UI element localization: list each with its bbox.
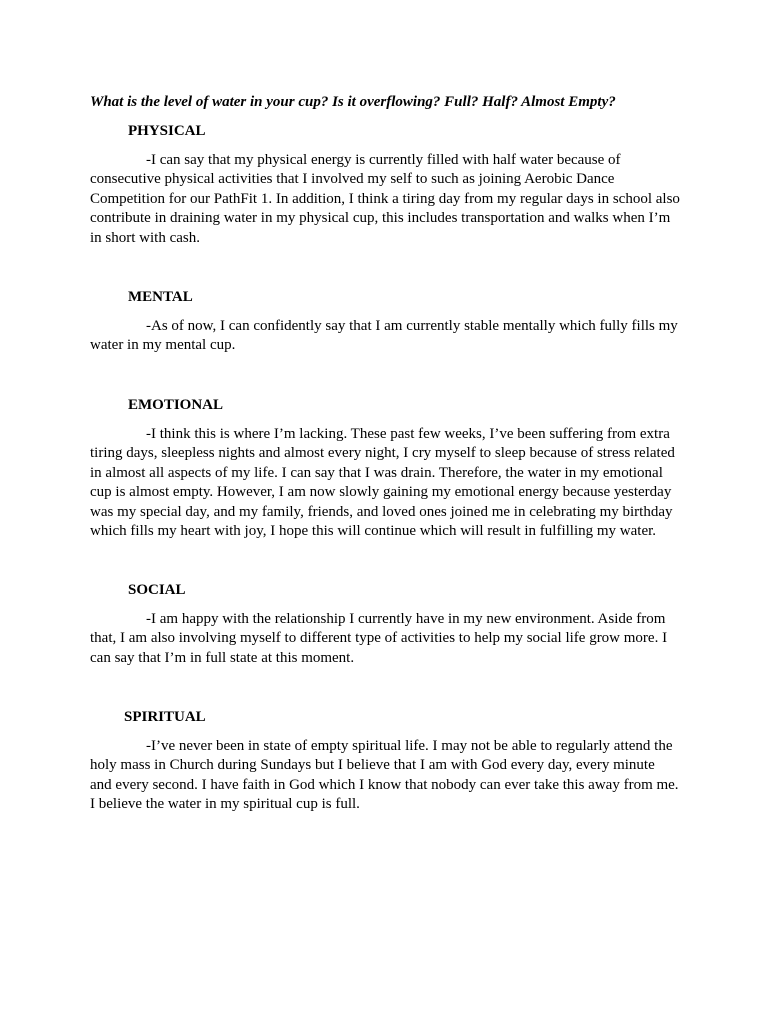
section-heading-mental: MENTAL [128, 289, 193, 305]
section-heading-spiritual: SPIRITUAL [124, 709, 206, 725]
section-heading-physical: PHYSICAL [128, 123, 206, 139]
section-heading-emotional: EMOTIONAL [128, 397, 224, 413]
section-paragraph-emotional: -I think this is where I’m lacking. These past few weeks, I’ve been suffering from extra tiring days, sleepless nights and almost every night, I cry myself to sleep because of stress related in almost all aspects of my life. I can say that I was drain. Therefore, the water in my emotional cup is almost empty. However, I am now slowly gaining my emotional energy because yesterday was my special day, and my family, friends, and loved ones joined me in celebrating my birthday which fills my heart with joy, I hope this will continue which will result in fulfilling my water. [90, 426, 675, 540]
section-paragraph-mental: -As of now, I can confidently say that I am currently stable mentally which fully fills my water in my mental cup. [90, 318, 678, 354]
section-paragraph-spiritual: -I’ve never been in state of empty spiritual life. I may not be able to regularly attend the holy mass in Church during Sundays but I believe that I am with God every day, every minute and every second. I have faith in God which I know that nobody can ever take this away from me. I believe the water in my spiritual cup is full. [90, 738, 679, 813]
question-heading: What is the level of water in your cup? Is it overflowing? Full? Half? Almost Empty? [90, 94, 616, 110]
section-heading-social: SOCIAL [128, 582, 186, 598]
section-paragraph-social: -I am happy with the relationship I currently have in my new environment. Aside from that, I am also involving myself to different type of activities to help my social life grow more. I can say that I’m in full state at this moment. [90, 611, 668, 666]
section-paragraph-physical: -I can say that my physical energy is currently filled with half water because of consecutive physical activities that I involved my self to such as joining Aerobic Dance Competition for our PathFit 1. In addition, I think a tiring day from my regular days in school also contribute in draining water in my physical cup, this includes transportation and walks when I’m in short with cash. [90, 152, 680, 246]
